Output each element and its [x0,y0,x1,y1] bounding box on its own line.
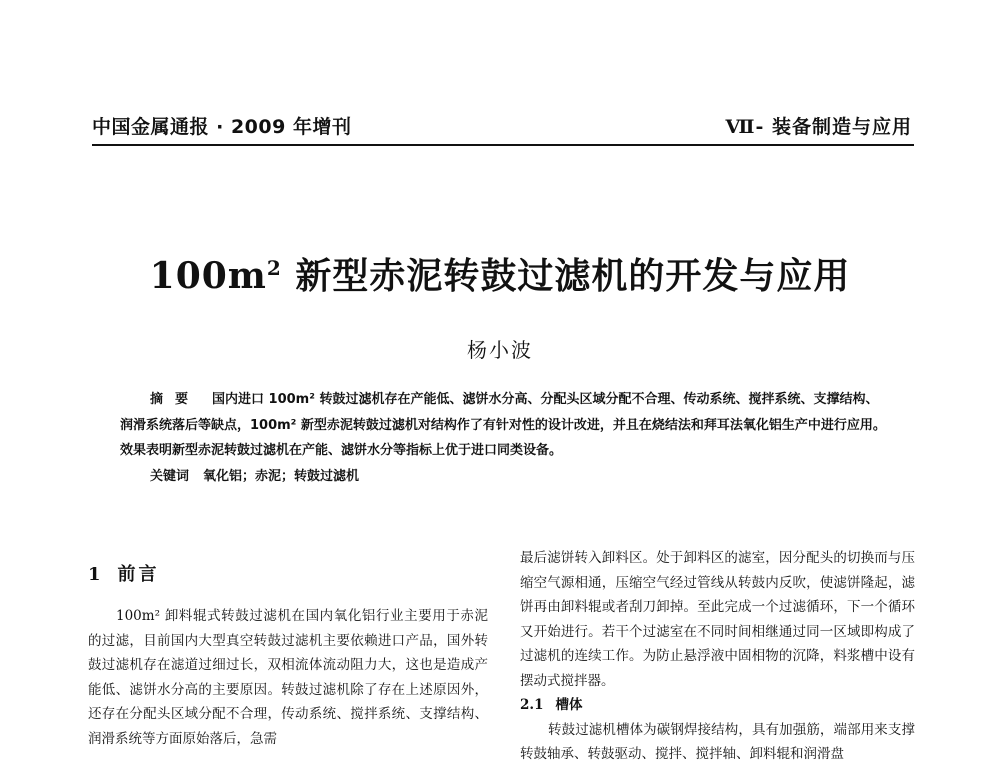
tank-paragraph: 转鼓过滤机槽体为碳钢焊接结构，具有加强筋，端部用来支撑转鼓轴承、转鼓驱动、搅拌、搅拌轴、卸料辊和润滑盘 [520,721,915,762]
abstract-label: 摘要 [150,392,201,407]
process-paragraph: 最后滤饼转入卸料区。处于卸料区的滤室，因分配头的切换而与压缩空气源相通，压缩空气经过管线从转鼓内反吹，使滤饼隆起，滤饼再由卸料辊或者刮刀卸掉。至此完成一个过滤循环，下一个循环又开始进行。若干个过滤室在不同时间相继通过同一区域即构成了过滤机的连续工作。为防止悬浮液中固相物的沉降，料浆槽中设有摆动式搅拌器。 [520,550,915,689]
right-column [520,546,915,767]
abstract [120,387,890,464]
keywords-label: 关键词 [150,469,190,484]
section-tag: Ⅶ- 装备制造与应用 [725,116,912,138]
abstract-text: 国内进口 100m² 转鼓过滤机存在产能低、滤饼水分高、分配头区域分配不合理、传动系统、搅拌系统、支撑结构、润滑系统落后等缺点，100m² 新型赤泥转鼓过滤机对结构作了有针对性的设计改进，并且在烧结法和拜耳法氧化铝生产中进行应用。效果表明新型赤泥转鼓过滤机在产能、滤饼水分等指标上优于进口同类设备。 [120,392,886,458]
title-pre: 100m [149,255,267,297]
keywords [150,465,890,484]
subsection-title: 槽体 [555,697,583,713]
header-rule [92,144,914,146]
running-header [92,112,912,142]
subsection-heading [520,693,915,718]
keywords-text: 氧化铝；赤泥；转鼓过滤机 [203,469,360,484]
journal-name: 中国金属通报 · 2009 年增刊 [92,116,352,138]
title-post: 新型赤泥转鼓过滤机的开发与应用 [281,255,851,297]
subsection-number: 2.1 [520,697,544,713]
left-column [88,560,488,751]
title-sup: 2 [266,256,282,280]
section-number: 1 [88,564,104,585]
paper-title [0,248,1000,299]
section-title: 前言 [117,564,160,585]
intro-paragraph: 100m² 卸料辊式转鼓过滤机在国内氧化铝行业主要用于赤泥的过滤，目前国内大型真空转鼓过滤机主要依赖进口产品，国外转鼓过滤机存在滤道过细过长，双相流体流动阻力大，这也是造成产能低、滤饼水分高的主要原因。转鼓过滤机除了存在上述原因外，还存在分配头区域分配不合理，传动系统、搅拌系统、支撑结构、润滑系统等方面原始落后，急需 [88,608,488,747]
section-heading [88,560,488,586]
author-name: 杨小波 [467,338,533,362]
